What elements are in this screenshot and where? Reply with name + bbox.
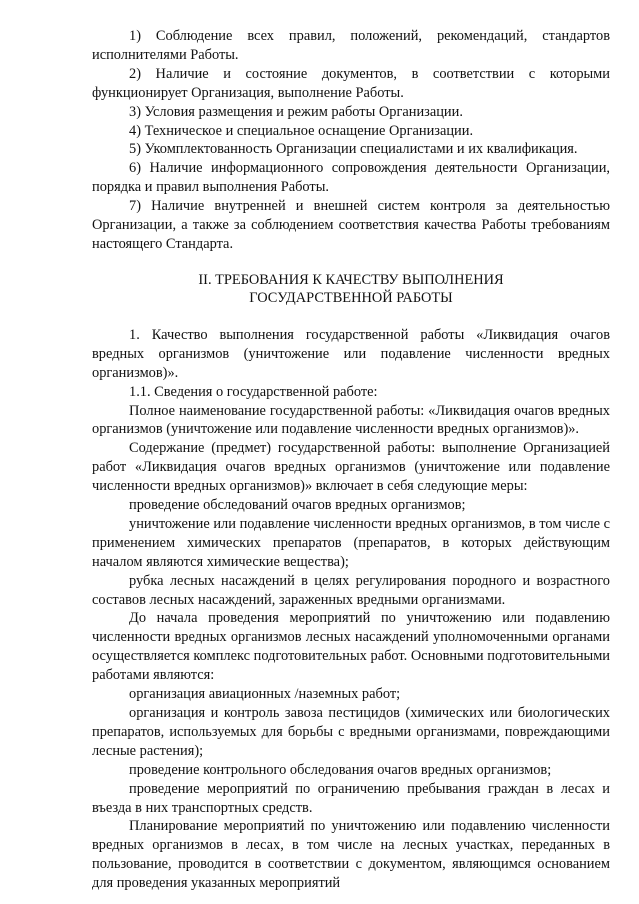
paragraph-content: Содержание (предмет) государственной работы: выполнение Организацией работ «Ликвидация очагов вредных организмов (уничтожение или подавление численности вредных организмов)» включает в себя следующие меры:: [92, 440, 610, 495]
paragraph-quality: 1. Качество выполнения государственной работы «Ликвидация очагов вредных организмов (уничтожение или подавление численности вредных организмов)».: [92, 326, 610, 381]
criteria-item-7: 7) Наличие внутренней и внешней систем контроля за деятельностью Организации, а также за соблюдением соответствия качества Работы требованиям настоящего Стандарта.: [92, 198, 610, 252]
measure-item: уничтожение или подавление численности вредных организмов, в том числе с применением химических препаратов (препаратов, в которых действующим началом являются химические вещества);: [92, 515, 610, 570]
preparation-item: организация и контроль завоза пестицидов (химических или биологических препаратов, используемых для борьбы с вредными организмами, повреждающими лесные растения);: [92, 705, 610, 759]
paragraph-preparation: До начала проведения мероприятий по уничтожению или подавлению численности вредных организмов лесных насаждений уполномоченными органами осуществляется комплекс подготовительных работ. Основными подготовительными работами являются:: [92, 610, 610, 684]
paragraph-planning: Планирование мероприятий по уничтожению или подавлению численности вредных организмов в лесах, в том числе на лесных участках, переданных в пользование, проводится в соответствии с документом, являющимся основанием для проведения указанных мероприятий: [92, 818, 610, 892]
criteria-item-1: 1) Соблюдение всех правил, положений, рекомендаций, стандартов исполнителями Работы.: [92, 28, 610, 63]
paragraph-info: 1.1. Сведения о государственной работе:: [129, 383, 378, 400]
criteria-item-5: 5) Укомплектованность Организации специалистами и их квалификация.: [129, 141, 578, 158]
measure-item: рубка лесных насаждений в целях регулирования породного и возрастного составов лесных насаждений, зараженных вредными организмами.: [92, 572, 610, 608]
criteria-item-2: 2) Наличие и состояние документов, в соответствии с которыми функционирует Организация, выполнение Работы.: [92, 65, 610, 101]
measure-item: проведение обследований очагов вредных организмов;: [129, 497, 466, 514]
section-heading-line-2: ГОСУДАРСТВЕННОЙ РАБОТЫ: [249, 289, 453, 306]
section-heading-line-1: II. ТРЕБОВАНИЯ К КАЧЕСТВУ ВЫПОЛНЕНИЯ: [198, 271, 504, 288]
section-heading: [92, 271, 610, 307]
section-body: [92, 326, 610, 893]
preparation-item: организация авиационных /наземных работ;: [129, 686, 401, 703]
criteria-item-3: 3) Условия размещения и режим работы Организации.: [129, 103, 463, 120]
criteria-list: [92, 27, 610, 254]
preparation-item: проведение мероприятий по ограничению пребывания граждан в лесах и въезда в них транспортных средств.: [92, 780, 610, 816]
preparation-item: проведение контрольного обследования очагов вредных организмов;: [129, 761, 552, 778]
paragraph-full-name: Полное наименование государственной работы: «Ликвидация очагов вредных организмов (уничтожение или подавление численности вредных организмов)».: [92, 402, 610, 438]
criteria-item-4: 4) Техническое и специальное оснащение Организации.: [129, 122, 474, 139]
criteria-item-6: 6) Наличие информационного сопровождения деятельности Организации, порядка и правил выполнения Работы.: [92, 160, 610, 196]
